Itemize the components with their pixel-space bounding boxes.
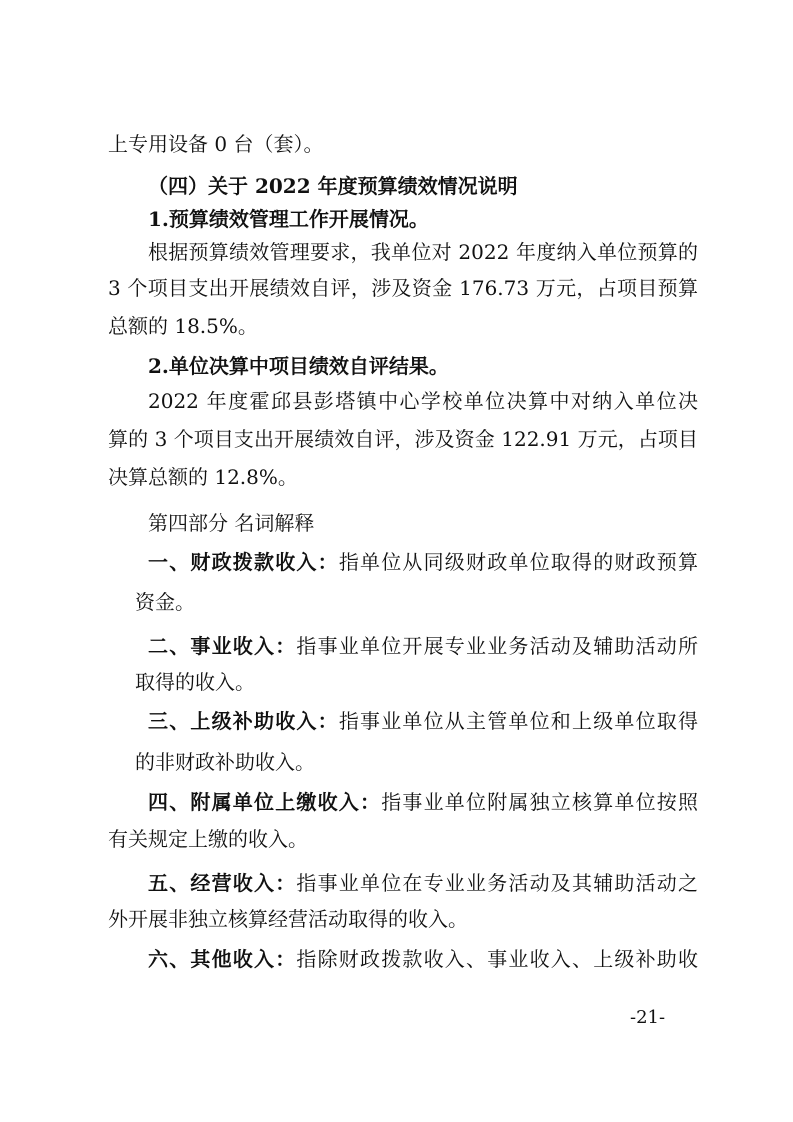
text-line: 2022 年度霍邱县彭塔镇中心学校单位决算中对纳入单位决 [148,389,698,413]
definition-text: 指除财政拨款收入、事业收入、上级补助收 [296,947,699,971]
text-line: 总额的 18.5%。 [108,314,258,338]
definition-text: 指事业单位从主管单位和上级单位取得 [338,709,699,733]
section-heading: （四）关于 2022 年度预算绩效情况说明 [148,174,518,198]
definition-term: 五、经营收入： [148,871,297,895]
text-line: 外开展非独立核算经营活动取得的收入。 [108,907,468,931]
page-number: -21- [630,1007,666,1028]
text-line: 3 个项目支出开展绩效自评，涉及资金 176.73 万元，占项目预算 [108,276,698,300]
text-line: 取得的收入。 [135,670,255,694]
definition-line [148,548,698,576]
definition-term: 四、附属单位上缴收入： [148,790,382,814]
definition-text: 指事业单位附属独立核算单位按照 [381,790,699,814]
text-line: 算的 3 个项目支出开展绩效自评，涉及资金 122.91 万元，占项目 [108,427,698,451]
definition-line [148,869,698,897]
definition-text: 指事业单位开展专业业务活动及辅助活动所 [296,634,699,658]
subsection-heading: 1.预算绩效管理工作开展情况。 [148,207,429,231]
definition-term: 一、财政拨款收入： [148,550,339,574]
text-line: 有关规定上缴的收入。 [108,827,308,851]
definition-line [148,945,698,973]
definition-line [148,707,698,735]
part-heading: 第四部分 名词解释 [148,511,315,535]
text-line: 资金。 [135,590,195,614]
definition-line [148,788,698,816]
text-line: 根据预算绩效管理要求，我单位对 2022 年度纳入单位预算的 [148,240,698,264]
definition-text: 指单位从同级财政单位取得的财政预算 [338,550,699,574]
subsection-heading: 2.单位决算中项目绩效自评结果。 [148,354,449,378]
definition-text: 指事业单位在专业业务活动及其辅助活动之 [296,871,699,895]
text-line: 上专用设备 0 台（套）。 [108,132,324,156]
text-line: 的非财政补助收入。 [135,750,315,774]
text-line: 决算总额的 12.8%。 [108,465,298,489]
definition-term: 三、上级补助收入： [148,709,339,733]
definition-term: 二、事业收入： [148,634,297,658]
definition-line [148,632,698,660]
definition-term: 六、其他收入： [148,947,297,971]
